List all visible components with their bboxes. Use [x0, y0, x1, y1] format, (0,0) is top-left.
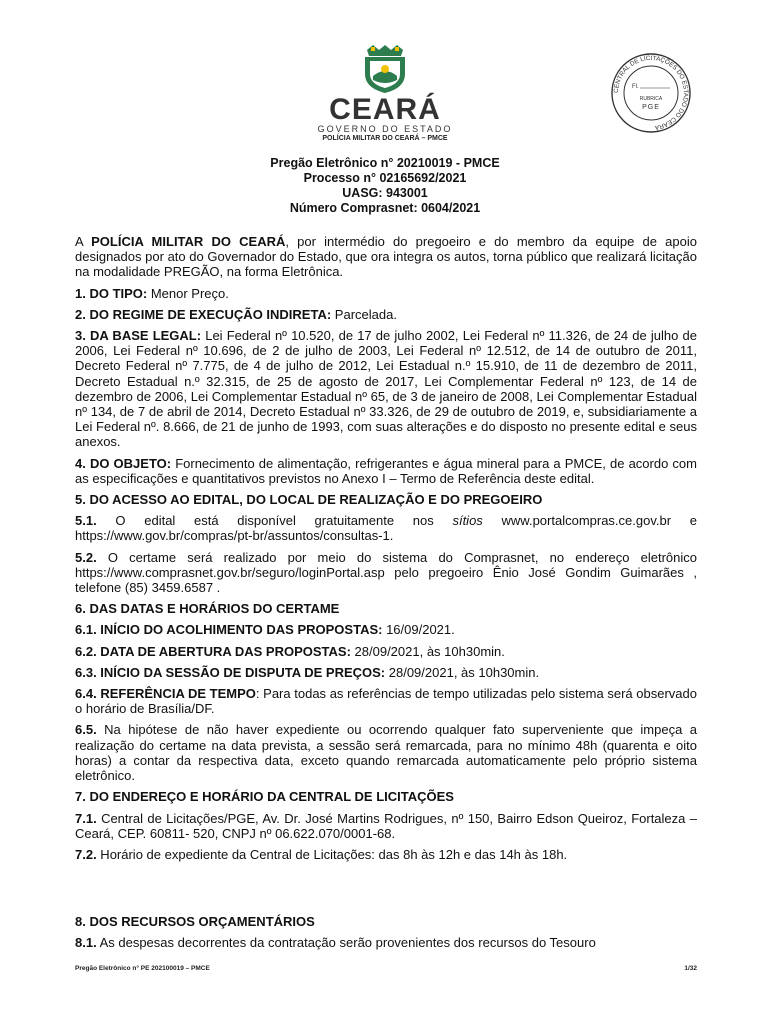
item-7-1	[75, 811, 697, 841]
intro-article: A	[75, 234, 92, 249]
government-label: GOVERNO DO ESTADO	[317, 124, 453, 134]
pregao-title: Pregão Eletrônico n° 20210019 - PMCE	[270, 156, 500, 170]
item-7-1-text: Central de Licitações/PGE, Av. Dr. José Martins Rodrigues, nº 150, Bairro Edson Queiroz, Fortaleza – Ceará, CEP. 60811- 520, CNPJ nº 06.622.070/0001-68.	[75, 810, 697, 841]
brand-name: CEARÁ	[329, 93, 441, 126]
section-3-label: 3. DA BASE LEGAL:	[75, 328, 202, 344]
section-4	[75, 456, 697, 486]
item-6-3-text: 28/09/2021, às 10h30min.	[385, 664, 540, 680]
section-2	[75, 307, 697, 322]
document-body	[75, 234, 697, 957]
item-7-2-text: Horário de expediente da Central de Licitações: das 8h às 12h e das 14h às 18h.	[96, 846, 568, 862]
section-4-text: Fornecimento de alimentação, refrigerantes e água mineral para a PMCE, de acordo com as especificações e quantitativos previstos no Anexo I – Termo de Referência deste edital.	[75, 455, 697, 486]
stamp-rubrica-label: RUBRICA	[639, 96, 663, 102]
section-1-label: 1. DO TIPO:	[75, 285, 148, 301]
item-6-2-text: 28/09/2021, às 10h30min.	[350, 643, 505, 659]
item-7-2-label: 7.2.	[75, 846, 97, 862]
intro-text: , por intermédio do pregoeiro e do membro da equipe de apoio designados por ato do Governador do Estado, que ora integra os autos, torna público que realizará licitação na modalidade PREGÃO, na forma Eletrônica.	[75, 234, 697, 280]
stamp-ring-text: CENTRAL DE LICITAÇÕES DO ESTADO DO CEARÁ	[612, 54, 690, 131]
item-6-4	[75, 686, 697, 716]
item-5-1-text-a: O edital está disponível gratuitamente nos	[96, 513, 453, 529]
item-5-1-emphasis: sítios	[452, 513, 483, 529]
section-7-heading: 7. DO ENDEREÇO E HORÁRIO DA CENTRAL DE LICITAÇÕES	[75, 789, 454, 805]
item-8-1-label: 8.1.	[75, 935, 97, 951]
section-1-text: Menor Preço.	[147, 285, 229, 301]
agency-label: POLÍCIA MILITAR DO CEARÁ – PMCE	[322, 135, 448, 142]
item-6-5-label: 6.5.	[75, 722, 97, 738]
item-7-1-label: 7.1.	[75, 810, 97, 826]
pge-stamp	[610, 52, 692, 134]
section-1	[75, 286, 697, 301]
spacer	[75, 868, 697, 914]
section-5-heading: 5. DO ACESSO AO EDITAL, DO LOCAL DE REALIZAÇÃO E DO PREGOEIRO	[75, 492, 543, 508]
page-footer	[75, 965, 697, 972]
item-5-2-text: O certame será realizado por meio do sistema do Comprasnet, no endereço eletrônico https://www.comprasnet.gov.br/seguro/loginPortal.asp pelo pregoeiro Ênio José Gondim Guimarães , telefone (85) 3459.6587 .	[75, 549, 697, 596]
footer-document-ref: Pregão Eletrônico n° PE 202100019 – PMCE	[75, 965, 210, 972]
intro-organization: POLÍCIA MILITAR DO CEARÁ	[91, 234, 286, 249]
item-6-3-label: 6.3. INÍCIO DA SESSÃO DE DISPUTA DE PREÇOS:	[75, 664, 386, 680]
document-title-block	[0, 156, 770, 216]
ceara-emblem-icon	[355, 44, 415, 94]
section-6-heading: 6. DAS DATAS E HORÁRIOS DO CERTAME	[75, 601, 340, 617]
item-8-1	[75, 935, 697, 950]
item-5-2	[75, 550, 697, 596]
stamp-fl-label: Fl.	[632, 84, 639, 90]
section-8-heading: 8. DOS RECURSOS ORÇAMENTÁRIOS	[75, 914, 315, 930]
item-6-4-text: : Para todas as referências de tempo utilizadas pelo sistema será observado o horário de Brasília/DF.	[75, 686, 697, 717]
item-6-2-label: 6.2. DATA DE ABERTURA DAS PROPOSTAS:	[75, 643, 351, 659]
item-6-2	[75, 644, 697, 659]
processo-number: Processo n° 02165692/2021	[303, 171, 467, 185]
item-6-1-text: 16/09/2021.	[382, 622, 455, 638]
item-5-1-label: 5.1.	[75, 513, 97, 529]
section-3	[75, 328, 697, 450]
section-2-text: Parcelada.	[331, 306, 397, 322]
stamp-pge-label: PGE	[642, 104, 660, 111]
ceara-logo	[300, 44, 470, 143]
item-6-4-label: 6.4. REFERÊNCIA DE TEMPO	[75, 686, 256, 702]
item-6-1	[75, 622, 697, 637]
item-6-1-label: 6.1. INÍCIO DO ACOLHIMENTO DAS PROPOSTAS:	[75, 622, 383, 638]
intro-paragraph	[75, 234, 697, 280]
section-2-label: 2. DO REGIME DE EXECUÇÃO INDIRETA:	[75, 306, 332, 322]
uasg-number: UASG: 943001	[342, 186, 428, 200]
section-3-text: Lei Federal nº 10.520, de 17 de julho 2002, Lei Federal nº 11.326, de 24 de julho de 2006, Lei Federal nº 10.696, de 2 de julho de 2003, Lei Federal nº 12.512, de 14 de outubro de 2011, Decreto Federal nº 7.775, de 4 de julho de 2012, Lei Estadual n.º 15.910, de 11 de dezembro de 2011, Decreto Estadual n.º 32.315, de 25 de agosto de 2017, Lei Complementar Federal nº 123, de 14 de dezembro de 2006, Lei Complementar Estadual nº 65, de 3 de janeiro de 2008, Lei Complementar Estadual nº 134, de 7 de abril de 2014, Decreto Estadual nº 33.326, de 29 de outubro de 2019, e, subsidiariamente a Lei Federal nº. 8.666, de 21 de junho de 1993, com suas alterações e do disposto no presente edital e seus anexos.	[75, 328, 697, 450]
item-5-2-label: 5.2.	[75, 549, 97, 565]
page-number: 1/32	[684, 965, 697, 972]
item-5-1	[75, 513, 697, 543]
section-4-label: 4. DO OBJETO:	[75, 455, 172, 471]
item-8-1-text: As despesas decorrentes da contratação serão provenientes dos recursos do Tesouro	[96, 935, 596, 951]
comprasnet-number: Número Comprasnet: 0604/2021	[289, 201, 481, 215]
item-5-1-text-b: www.portalcompras.ce.gov.br e https://www.gov.br/compras/pt-br/assuntos/consultas-1.	[75, 513, 698, 544]
item-6-5	[75, 722, 697, 783]
item-6-3	[75, 665, 697, 680]
item-6-5-text: Na hipótese de não haver expediente ou ocorrendo qualquer fato superveniente que impeça a realização do certame na data prevista, a sessão será remarcada, para no mínimo 48h (quarenta e oito horas) a contar da respectiva data, exceto quando remarcada automaticamente pelo próprio sistema eletrônico.	[75, 722, 697, 784]
item-7-2	[75, 847, 697, 862]
